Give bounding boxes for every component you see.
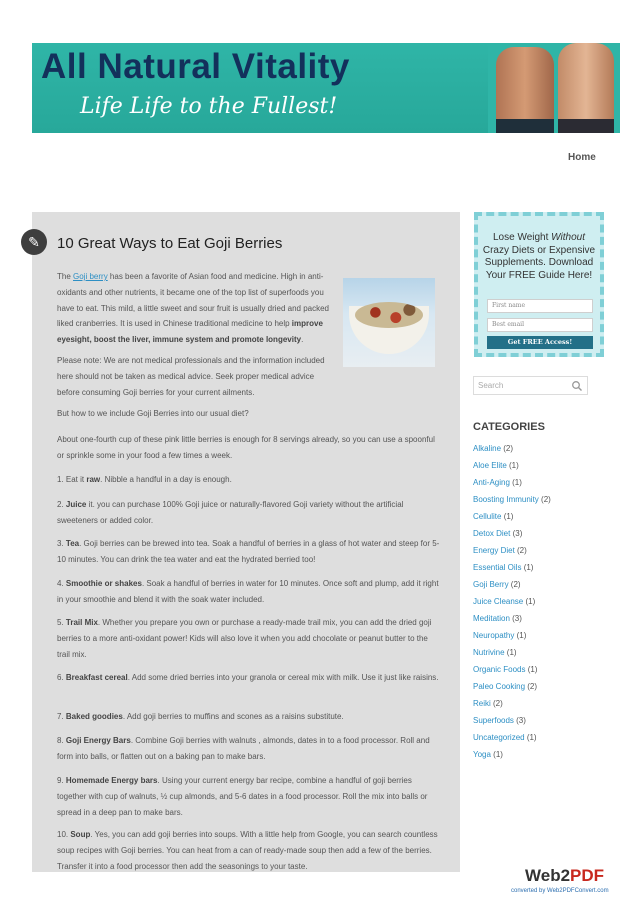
category-link[interactable]: Organic Foods: [473, 665, 526, 674]
site-title: All Natural Vitality: [41, 47, 350, 86]
goji-bowl-image: [343, 278, 435, 367]
category-item: Yoga (1): [473, 750, 503, 759]
category-link[interactable]: Meditation: [473, 614, 510, 623]
category-link[interactable]: Nutrivine: [473, 648, 505, 657]
category-link[interactable]: Reiki: [473, 699, 491, 708]
search-icon[interactable]: [571, 380, 583, 392]
category-link[interactable]: Detox Diet: [473, 529, 511, 538]
header-banner[interactable]: [32, 43, 620, 133]
search-input[interactable]: [473, 376, 588, 395]
category-link[interactable]: Essential Oils: [473, 563, 522, 572]
category-item: Reiki (2): [473, 699, 503, 708]
category-link[interactable]: Superfoods: [473, 716, 514, 725]
first-name-field[interactable]: First name: [487, 299, 593, 313]
paragraph-serving: About one-fourth cup of these pink little berries is enough for 8 servings already, so you can use a spoonful or sprinkle some in your food a few times a week.: [57, 435, 435, 460]
category-link[interactable]: Goji Berry: [473, 580, 509, 589]
goji-berry-link[interactable]: Goji berry: [73, 272, 108, 281]
get-free-access-button[interactable]: Get FREE Access!: [487, 336, 593, 349]
category-link[interactable]: Uncategorized: [473, 733, 525, 742]
converted-by-text: converted by Web2PDFConvert.com: [511, 888, 609, 894]
list-item: 6. Breakfast cereal. Add some dried berries into your granola or cereal mix with milk. Use it just like raisins.: [57, 673, 439, 682]
list-item: 9. Homemade Energy bars. Using your current energy bar recipe, combine a handful of goji berries together with cup of walnuts, ½ cup almonds, and 5-6 dates in a food processor. Roll the mix into balls or spread in a deep pan to make bars.: [57, 776, 428, 817]
category-link[interactable]: Cellulite: [473, 512, 502, 521]
category-item: Goji Berry (2): [473, 580, 521, 589]
category-item: Nutrivine (1): [473, 648, 517, 657]
paragraph-question: But how to we include Goji Berries into our usual diet?: [57, 409, 249, 418]
category-item: Paleo Cooking (2): [473, 682, 538, 691]
category-item: Essential Oils (1): [473, 563, 534, 572]
category-link[interactable]: Paleo Cooking: [473, 682, 526, 691]
banner-fitness-image: [488, 43, 620, 133]
category-item: Uncategorized (1): [473, 733, 537, 742]
category-item: Superfoods (3): [473, 716, 526, 725]
category-item: Anti-Aging (1): [473, 478, 522, 487]
category-item: Juice Cleanse (1): [473, 597, 536, 606]
category-item: Organic Foods (1): [473, 665, 538, 674]
pencil-icon: ✎: [21, 229, 47, 255]
web2pdf-logo[interactable]: Web2PDF converted by Web2PDFConvert.com: [511, 866, 609, 894]
category-item: Detox Diet (3): [473, 529, 523, 538]
optin-headline: Lose Weight Without Crazy Diets or Expensive Supplements. Download Your FREE Guide Here!: [482, 232, 596, 281]
categories-heading: CATEGORIES: [473, 421, 545, 433]
list-item: 4. Smoothie or shakes. Soak a handful of berries in water for 10 minutes. Once soft and plump, add it right in your smoothie and blend it with the soak water included.: [57, 579, 439, 604]
category-link[interactable]: Yoga: [473, 750, 491, 759]
paragraph-intro: The Goji berry has been a favorite of Asian food and medicine. High in anti-oxidants and other nutrients, it became one of the top list of superfoods you have to eat. This mild, a little sweet and sour fruit is usually dried and packed liked cranberries. It is used in Chinese traditional medicine to help improve eyesight, boost the liver, immune system and promote longevity.: [57, 272, 329, 345]
category-link[interactable]: Boosting Immunity: [473, 495, 539, 504]
category-link[interactable]: Juice Cleanse: [473, 597, 524, 606]
list-item: 10. Soup. Yes, you can add goji berries into soups. With a little help from Google, you can search countless soup recipes with Goji berries. You can heat from a can of ready-made soup then add a few of the berries. Transfer it into a food processor then add the seasonings to your taste.: [57, 830, 438, 871]
category-item: Boosting Immunity (2): [473, 495, 551, 504]
nav-home-link[interactable]: Home: [568, 152, 596, 163]
optin-box: [474, 212, 604, 357]
search-placeholder: Search: [478, 381, 504, 390]
list-item: 8. Goji Energy Bars. Combine Goji berries with walnuts , almonds, dates in to a food processor. Roll and form into balls, or flatten out on a baking pan to make bars.: [57, 736, 430, 761]
category-link[interactable]: Neuropathy: [473, 631, 515, 640]
site-tagline: Life Life to the Fullest!: [80, 94, 338, 119]
email-field[interactable]: Best email: [487, 318, 593, 332]
category-item: Cellulite (1): [473, 512, 514, 521]
category-item: Neuropathy (1): [473, 631, 527, 640]
post-title[interactable]: 10 Great Ways to Eat Goji Berries: [57, 235, 283, 252]
list-item: 3. Tea. Goji berries can be brewed into tea. Soak a handful of berries in a glass of hot water and steep for 5-10 minutes. You can drink the tea water and eat the hydrated berried too!: [57, 539, 440, 564]
category-link[interactable]: Alkaline: [473, 444, 502, 453]
paragraph-disclaimer: Please note: We are not medical professionals and the information included here should not be taken as medical advice. Seek proper medical advice before consuming Goji berries for your current ailments.: [57, 356, 325, 397]
category-item: Aloe Elite (1): [473, 461, 519, 470]
category-link[interactable]: Anti-Aging: [473, 478, 510, 487]
category-item: Energy Diet (2): [473, 546, 527, 555]
list-item: 2. Juice it. you can purchase 100% Goji juice or naturally-flavored Goji variety without the artificial sweeteners or added color.: [57, 500, 404, 525]
list-item: 5. Trail Mix. Whether you prepare you own or purchase a ready-made trail mix, you can add the dried goji berries to a more anti-oxidant power! Kids will also love it when you add chocolate or peanut butter to the trail mix.: [57, 618, 432, 659]
category-link[interactable]: Aloe Elite: [473, 461, 507, 470]
category-item: Alkaline (2): [473, 444, 514, 453]
list-item: 7. Baked goodies. Add goji berries to muffins and scones as a raisins substitute.: [57, 712, 344, 721]
list-item: 1. Eat it raw. Nibble a handful in a day is enough.: [57, 475, 232, 484]
category-link[interactable]: Energy Diet: [473, 546, 515, 555]
category-item: Meditation (3): [473, 614, 522, 623]
